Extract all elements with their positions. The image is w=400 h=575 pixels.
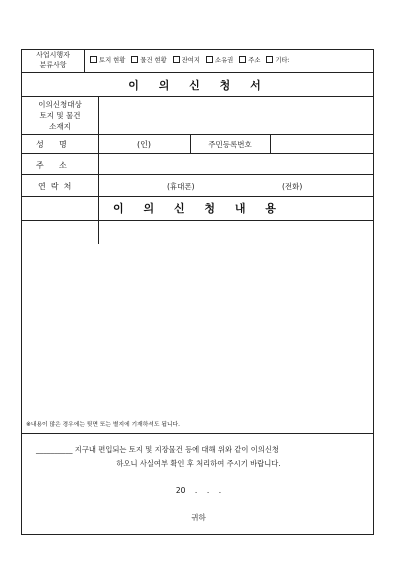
divider (22, 134, 373, 135)
phone-label: (전화) (282, 182, 303, 191)
divider (22, 174, 373, 175)
checkbox-icon[interactable] (131, 56, 138, 63)
mobile-label: (휴대폰) (167, 182, 195, 191)
addressee: 귀하 (191, 513, 206, 522)
option-ownership[interactable]: 소유권 (206, 57, 233, 64)
rrn-field[interactable] (272, 136, 372, 151)
target-label-line1: 이의신청대상 (38, 100, 82, 109)
divider (84, 50, 85, 72)
divider (22, 153, 373, 154)
target-label-line3: 소재지 (49, 122, 71, 131)
form-title: 이 의 신 청 서 (128, 79, 269, 92)
objection-form (21, 49, 374, 535)
category-label-line1: 사업시행자 (36, 51, 70, 59)
option-remaining-land[interactable]: 잔여지 (173, 57, 200, 64)
checkbox-icon[interactable] (90, 56, 97, 63)
seal-mark: (인) (137, 140, 151, 149)
divider (22, 196, 373, 197)
checkbox-icon[interactable] (173, 56, 180, 63)
divider (22, 433, 373, 434)
option-other[interactable]: 기타: (266, 57, 289, 64)
checkbox-icon[interactable] (239, 56, 246, 63)
date-field[interactable]: 20 . . . (175, 486, 222, 495)
checkbox-icon[interactable] (206, 56, 213, 63)
rrn-label: 주민등록번호 (208, 140, 252, 149)
target-location-field[interactable] (100, 98, 372, 132)
divider (22, 220, 373, 221)
checkbox-icon[interactable] (266, 56, 273, 63)
address-field[interactable] (100, 155, 372, 172)
statement-line2: 하오니 사실여부 확인 후 처리하여 주시기 바랍니다. (116, 459, 281, 468)
statement-line1: __________ 지구내 편입되는 토지 및 지장물건 등에 대해 위와 같이 이의신청 (36, 445, 279, 454)
content-textarea[interactable] (24, 222, 372, 418)
option-object-status[interactable]: 물건 현황 (131, 57, 166, 64)
note-text: ※내용이 많은 경우에는 뒷면 또는 별지에 기재하셔도 됩니다. (26, 422, 180, 428)
name-label: 성 명 (36, 140, 67, 149)
category-options (90, 56, 294, 65)
divider (270, 134, 271, 153)
address-label: 주 소 (36, 161, 67, 170)
option-land-status[interactable]: 토지 현황 (90, 57, 125, 64)
category-label-line2: 분류사항 (39, 61, 67, 69)
contact-label: 연 락 처 (38, 182, 72, 191)
divider (22, 96, 373, 97)
content-title: 이 의 신 청 내 용 (113, 202, 284, 215)
option-address[interactable]: 주소 (239, 57, 260, 64)
target-label-line2: 토지 및 물건 (39, 111, 81, 120)
divider (22, 72, 373, 73)
